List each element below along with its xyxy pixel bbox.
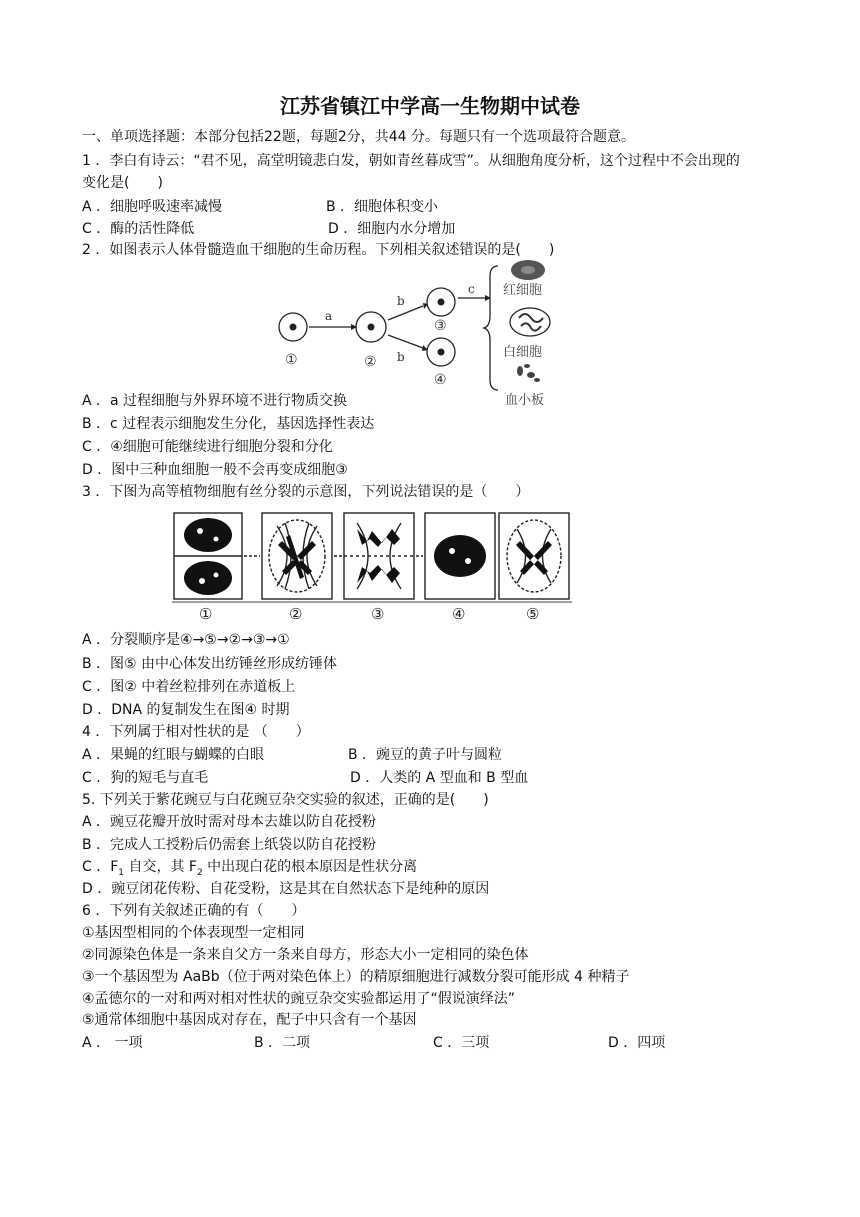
q6-option-b: B ．二项: [254, 1035, 311, 1051]
q4-option-d: D ．人类的 A 型血和 B 型血: [350, 770, 529, 786]
q6-option-a: A ． 一项: [82, 1035, 143, 1051]
q2-label-c: c: [468, 282, 475, 296]
q3-option-d: D ．DNA 的复制发生在图④ 时期: [82, 702, 290, 718]
q3-label-4: ④: [452, 605, 466, 623]
q5-option-c-pre: C ．F: [82, 859, 119, 875]
q6-statement-3: ③一个基因型为 AaBb（位于两对染色体上）的精原细胞进行减数分裂可能形成 4 种精子: [82, 969, 630, 985]
q4-option-c: C ．狗的短毛与直毛: [82, 770, 209, 786]
q3-label-1: ①: [199, 605, 213, 623]
q5-option-a: A ．豌豆花瓣开放时需对母本去雄以防自花授粉: [82, 814, 377, 830]
q2-label-n2: ②: [364, 354, 377, 370]
q6-statement-4: ④孟德尔的一对和两对相对性状的豌豆杂交实验都运用了“假说演绎法”: [82, 991, 516, 1007]
q2-stem: 2 ．如图表示人体骨髓造血干细胞的生命历程。下列相关叙述错误的是( ): [82, 242, 555, 258]
q3-option-a: A ．分裂顺序是④→⑤→②→③→①: [82, 632, 290, 648]
q2-blood-cell-figure: [265, 258, 575, 410]
q6-statement-2: ②同源染色体是一条来自父方一条来自母方，形态大小一定相同的染色体: [82, 947, 529, 963]
q2-option-d: D ．图中三种血细胞一般不会再变成细胞③: [82, 462, 348, 478]
q4-option-b: B ．豌豆的黄子叶与圆粒: [348, 747, 503, 763]
q1-option-b: B ．细胞体积变小: [326, 199, 439, 215]
q5-option-c-sub2: 2: [196, 867, 203, 878]
q1-stem-cont: 变化是( ): [82, 175, 163, 191]
page-title: 江苏省镇江中学高一生物期中试卷: [280, 94, 580, 118]
q3-stem: 3 ．下图为高等植物细胞有丝分裂的示意图，下列说法错误的是（ ）: [82, 484, 530, 500]
q5-stem: 5. 下列关于紫花豌豆与白花豌豆杂交实验的叙述，正确的是( ): [82, 792, 489, 808]
q2-label-n3: ③: [434, 318, 447, 334]
q3-label-2: ②: [289, 605, 303, 623]
q2-label-b2: b: [397, 350, 405, 364]
q5-option-c-post: 中出现白花的根本原因是性状分离: [202, 859, 418, 875]
q6-stem: 6 ．下列有关叙述正确的有（ ）: [82, 903, 306, 919]
q6-option-c: C ．三项: [433, 1035, 490, 1051]
q2-label-platelet: 血小板: [505, 393, 545, 408]
q3-label-3: ③: [371, 605, 385, 623]
q2-label-n1: ①: [285, 352, 298, 368]
q6-option-d: D ．四项: [608, 1035, 666, 1051]
q2-label-b1: b: [397, 294, 405, 308]
q1-stem: 1 ．李白有诗云：“君不见，高堂明镜悲白发，朝如青丝暮成雪”。从细胞角度分析，这个过程中不会出现的: [82, 153, 740, 169]
q4-option-a: A ．果蝇的红眼与蝴蝶的白眼: [82, 747, 265, 763]
q5-option-c-mid: 自交，其 F: [124, 859, 197, 875]
q3-option-b: B ．图⑤ 由中心体发出纺锤丝形成纺锤体: [82, 656, 338, 672]
q2-label-a: a: [325, 309, 333, 323]
q2-label-n4: ④: [434, 372, 447, 388]
q3-option-c: C ．图② 中着丝粒排列在赤道板上: [82, 679, 296, 695]
q3-label-5: ⑤: [526, 605, 540, 623]
q4-stem: 4 ．下列属于相对性状的是 （ ）: [82, 724, 310, 740]
q6-statement-1: ①基因型相同的个体表现型一定相同: [82, 925, 305, 941]
q3-mitosis-figure: [172, 511, 572, 623]
q1-option-c: C ．酶的活性降低: [82, 221, 195, 237]
q2-option-b: B ．c 过程表示细胞发生分化，基因选择性表达: [82, 416, 375, 432]
q5-option-c-sub1: 1: [118, 867, 125, 878]
q1-option-d: D ．细胞内水分增加: [328, 221, 456, 237]
q1-option-a: A ．细胞呼吸速率减慢: [82, 199, 223, 215]
q2-label-wbc: 白细胞: [503, 345, 543, 360]
q5-option-b: B ．完成人工授粉后仍需套上纸袋以防自花授粉: [82, 837, 377, 853]
q2-option-c: C ．④细胞可能继续进行细胞分裂和分化: [82, 439, 333, 455]
q6-statement-5: ⑤通常体细胞中基因成对存在，配子中只含有一个基因: [82, 1012, 417, 1028]
q2-option-a: A ．a 过程细胞与外界环境不进行物质交换: [82, 393, 348, 409]
q5-option-d: D ．豌豆闭花传粉、自花受粉，这是其在自然状态下是纯种的原因: [82, 881, 490, 897]
section-heading: 一、单项选择题：本部分包括22题，每题2分，共44 分。每题只有一个选项最符合题意。: [82, 129, 635, 145]
q2-label-rbc: 红细胞: [503, 283, 543, 298]
